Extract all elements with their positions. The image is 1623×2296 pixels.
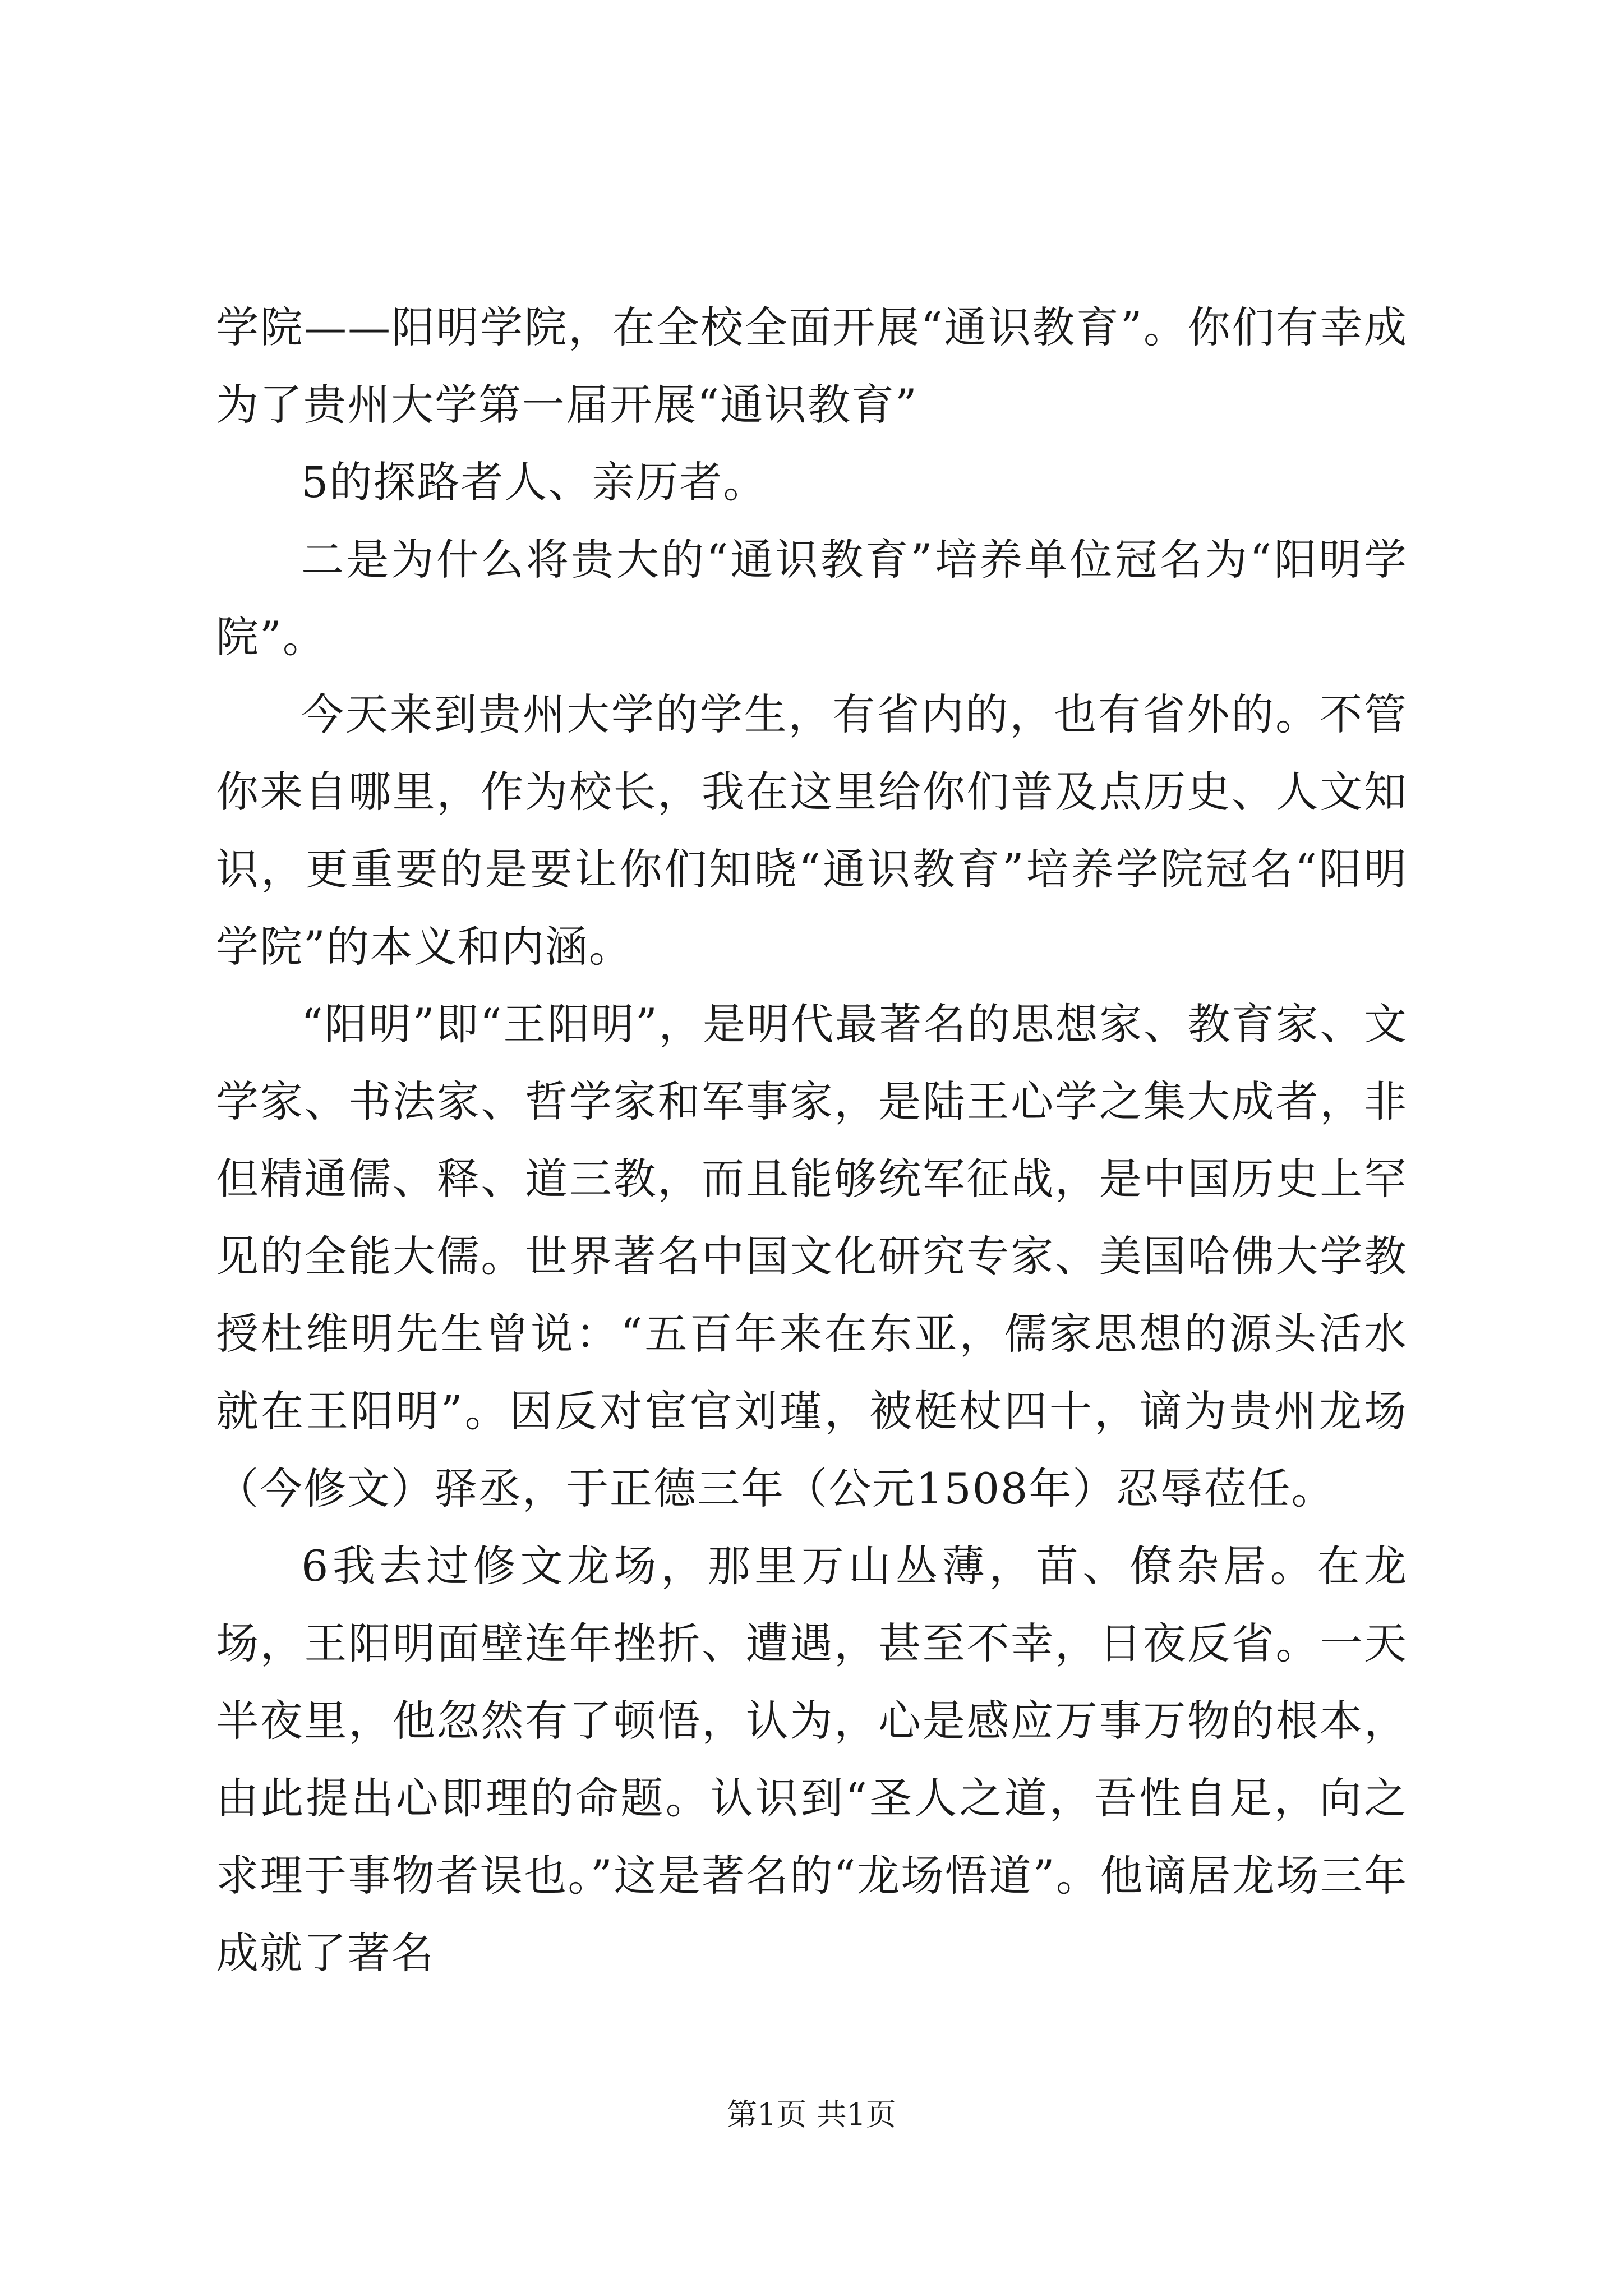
paragraph-pathfinder: 5的探路者人、亲历者。 xyxy=(301,457,767,507)
document-body xyxy=(216,289,1408,1992)
paragraph-continuation: 学院——阳明学院，在全校全面开展“通识教育”。你们有幸成为了贵州大学第一届开展“通识教育” xyxy=(216,302,1408,430)
paragraph-welcome: 今天来到贵州大学的学生，有省内的，也有省外的。不管你来自哪里，作为校长，我在这里给你们普及点历史、人文知识，更重要的是要让你们知晓“通识教育”培养学院冠名“阳明学院”的本义和内涵。 xyxy=(216,689,1408,972)
paragraph-longchang: 6我去过修文龙场，那里万山丛薄，苗、僚杂居。在龙场，王阳明面壁连年挫折、遭遇，甚至不幸，日夜反省。一天半夜里，他忽然有了顿悟，认为，心是感应万事万物的根本，由此提出心即理的命题。认识到“圣人之道，吾性自足，向之求理于事物者误也。”这是著名的“龙场悟道”。他谪居龙场三年成就了著名 xyxy=(216,1541,1408,1978)
page-footer: 第1页 共1页 xyxy=(727,2097,896,2132)
paragraph-wang-yangming: “阳明”即“王阳明”，是明代最著名的思想家、教育家、文学家、书法家、哲学家和军事家，是陆王心学之集大成者，非但精通儒、释、道三教，而且能够统军征战，是中国历史上罕见的全能大儒。世界著名中国文化研究专家、美国哈佛大学教授杜维明先生曾说：“五百年来在东亚，儒家思想的源头活水就在王阳明”。因反对宦官刘瑾，被梃杖四十，谪为贵州龙场（今修文）驿丞，于正德三年（公元1508年）忍辱莅任。 xyxy=(216,999,1408,1513)
paragraph-question-two: 二是为什么将贵大的“通识教育”培养单位冠名为“阳明学院”。 xyxy=(216,535,1408,662)
